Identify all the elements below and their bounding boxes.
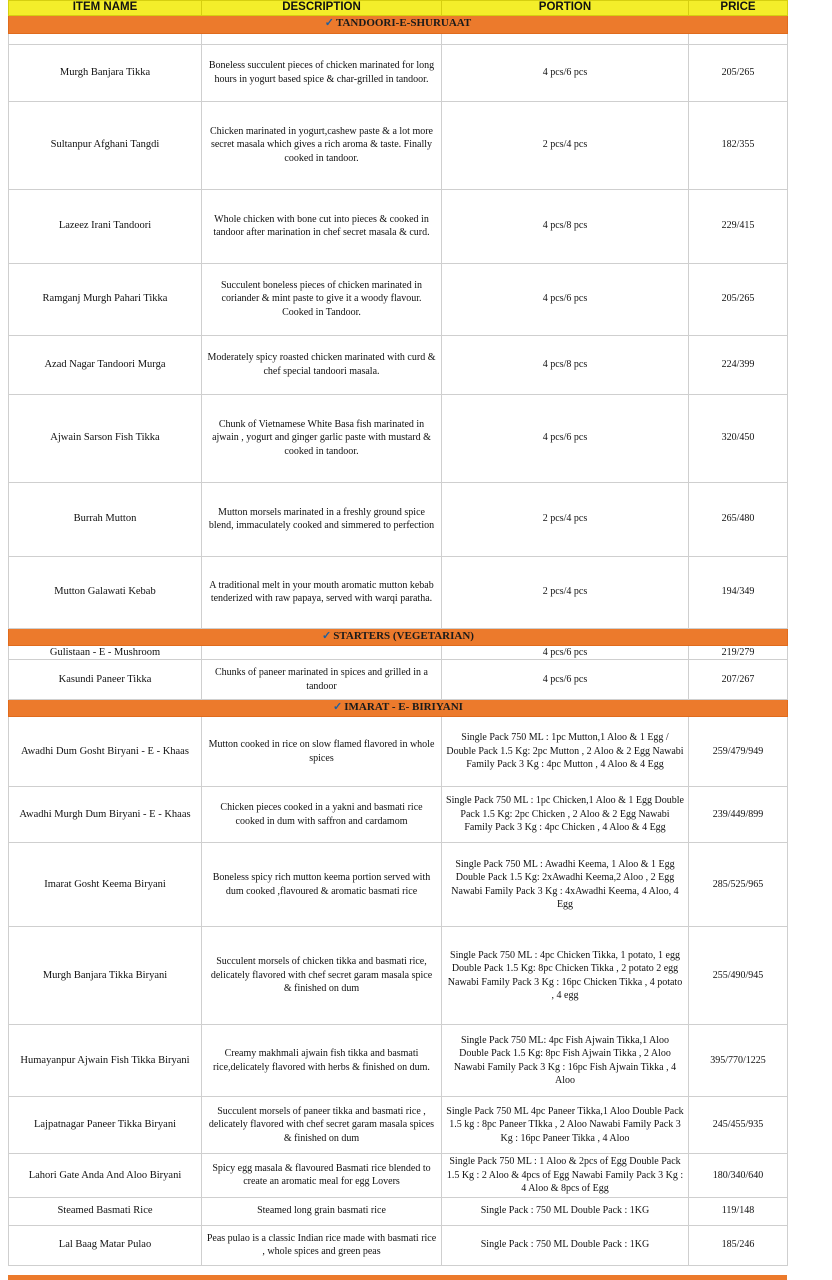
checkmark-icon: ✓: [333, 701, 343, 714]
table-row: [9, 645, 788, 660]
item-name: Ramganj Murgh Pahari Tikka: [9, 263, 202, 335]
item-price: 207/267: [689, 660, 788, 700]
header-portion: PORTION: [442, 1, 689, 16]
item-price: 180/340/640: [689, 1154, 788, 1198]
item-portion: Single Pack 750 ML : 1pc Mutton,1 Aloo & 1 Egg / Double Pack 1.5 Kg: 2pc Mutton , 2 Aloo & 2 Egg Nawabi Family Pack 3 Kg : 4pc Mutton , 4 Aloo & 4 Egg: [442, 717, 689, 787]
item-name: Humayanpur Ajwain Fish Tikka Biryani: [9, 1025, 202, 1097]
item-description: Chicken pieces cooked in a yakni and basmati rice cooked in dum with saffron and cardamom: [202, 787, 442, 843]
checkmark-icon: ✓: [324, 17, 334, 30]
item-name: Imarat Gosht Keema Biryani: [9, 843, 202, 927]
item-name: Lajpatnagar Paneer Tikka Biryani: [9, 1097, 202, 1154]
table-row: [9, 44, 788, 101]
table-row: [9, 101, 788, 189]
item-name: Murgh Banjara Tikka: [9, 44, 202, 101]
item-price: 320/450: [689, 394, 788, 482]
item-description: A traditional melt in your mouth aromatic mutton kebab tenderized with raw papaya, served with warqi paratha.: [202, 556, 442, 628]
item-portion: 2 pcs/4 pcs: [442, 482, 689, 556]
item-description: Creamy makhmali ajwain fish tikka and basmati rice,delicately flavored with herbs & finished on dum.: [202, 1025, 442, 1097]
table-row: [9, 394, 788, 482]
item-price: 259/479/949: [689, 717, 788, 787]
item-price: 265/480: [689, 482, 788, 556]
item-name: Awadhi Dum Gosht Biryani - E - Khaas: [9, 717, 202, 787]
item-description: Boneless spicy rich mutton keema portion served with dum cooked ,flavoured & aromatic basmati rice: [202, 843, 442, 927]
item-name: Murgh Banjara Tikka Biryani: [9, 927, 202, 1025]
section-header-starters: [9, 628, 788, 645]
item-portion: 4 pcs/8 pcs: [442, 189, 689, 263]
item-portion: 4 pcs/6 pcs: [442, 44, 689, 101]
item-price: 182/355: [689, 101, 788, 189]
item-name: Ajwain Sarson Fish Tikka: [9, 394, 202, 482]
table-row: [9, 1225, 788, 1265]
item-description: Spicy egg masala & flavoured Basmati rice blended to create an aromatic meal for egg Lovers: [202, 1154, 442, 1198]
item-portion: 4 pcs/8 pcs: [442, 335, 689, 394]
table-row: [9, 843, 788, 927]
table-row: [9, 1154, 788, 1198]
section-divider-bar: [8, 1275, 787, 1280]
item-name: Steamed Basmati Rice: [9, 1197, 202, 1225]
item-description: Chunk of Vietnamese White Basa fish marinated in ajwain , yogurt and ginger garlic paste with mustard & cooked in tandoor.: [202, 394, 442, 482]
item-price: 185/246: [689, 1225, 788, 1265]
item-price: 224/399: [689, 335, 788, 394]
item-portion: 4 pcs/6 pcs: [442, 263, 689, 335]
item-price: 255/490/945: [689, 927, 788, 1025]
table-row: [9, 717, 788, 787]
table-row: [9, 1197, 788, 1225]
section-title: IMARAT - E- BIRIYANI: [344, 701, 463, 714]
item-name: Lazeez Irani Tandoori: [9, 189, 202, 263]
table-row: [9, 927, 788, 1025]
item-portion: Single Pack 750 ML 4pc Paneer Tikka,1 Aloo Double Pack 1.5 kg : 8pc Paneer TIkka , 2 Aloo Nawabi Family Pack 3 Kg : 16pc Paneer Tikka , 4 Aloo: [442, 1097, 689, 1154]
table-row: [9, 787, 788, 843]
section-title: STARTERS (VEGETARIAN): [333, 629, 474, 642]
item-description: Chunks of paneer marinated in spices and grilled in a tandoor: [202, 660, 442, 700]
item-description: Succulent morsels of paneer tikka and basmati rice , delicately flavored with chef secret garam masala spices & finished on dum: [202, 1097, 442, 1154]
item-portion: Single Pack : 750 ML Double Pack : 1KG: [442, 1197, 689, 1225]
item-description: Succulent morsels of chicken tikka and basmati rice, delicately flavored with chef secret garam masala spice & finished on dum: [202, 927, 442, 1025]
header-item-name: ITEM NAME: [9, 1, 202, 16]
item-description: Steamed long grain basmati rice: [202, 1197, 442, 1225]
header-description: DESCRIPTION: [202, 1, 442, 16]
item-price: 205/265: [689, 44, 788, 101]
item-price: 239/449/899: [689, 787, 788, 843]
item-name: Lal Baag Matar Pulao: [9, 1225, 202, 1265]
item-description: Moderately spicy roasted chicken marinated with curd & chef special tandoori masala.: [202, 335, 442, 394]
table-header-row: [9, 1, 788, 16]
item-portion: 2 pcs/4 pcs: [442, 101, 689, 189]
item-name: Lahori Gate Anda And Aloo Biryani: [9, 1154, 202, 1198]
item-price: 395/770/1225: [689, 1025, 788, 1097]
item-description: Boneless succulent pieces of chicken marinated for long hours in yogurt based spice & char-grilled in tandoor.: [202, 44, 442, 101]
item-portion: Single Pack 750 ML : 1pc Chicken,1 Aloo & 1 Egg Double Pack 1.5 Kg: 2pc Chicken , 2 Aloo & 2 Egg Nawabi Family Pack 3 Kg : 4pc Chicken , 4 Aloo & 4 Egg: [442, 787, 689, 843]
item-description: Succulent boneless pieces of chicken marinated in coriander & mint paste to give it a woody flavour. Cooked in Tandoor.: [202, 263, 442, 335]
menu-table: [8, 0, 788, 1266]
item-price: 205/265: [689, 263, 788, 335]
item-portion: Single Pack 750 ML : 4pc Chicken Tikka, 1 potato, 1 egg Double Pack 1.5 Kg: 8pc Chicken Tikka , 2 potato 2 egg Nawabi Family Pack 3 Kg : 16pc Chicken Tikka , 4 potato , 4 egg: [442, 927, 689, 1025]
item-price: 219/279: [689, 645, 788, 660]
item-name: Mutton Galawati Kebab: [9, 556, 202, 628]
item-description: [202, 645, 442, 660]
table-row: [9, 335, 788, 394]
item-portion: 4 pcs/6 pcs: [442, 645, 689, 660]
header-price: PRICE: [689, 1, 788, 16]
item-description: Whole chicken with bone cut into pieces & cooked in tandoor after marination in chef secret masala & curd.: [202, 189, 442, 263]
item-description: Mutton morsels marinated in a freshly ground spice blend, immaculately cooked and simmered to perfection: [202, 482, 442, 556]
item-description: Peas pulao is a classic Indian rice made with basmati rice , whole spices and green peas: [202, 1225, 442, 1265]
item-price: 194/349: [689, 556, 788, 628]
spacer-row: [9, 33, 788, 44]
item-name: Sultanpur Afghani Tangdi: [9, 101, 202, 189]
table-row: [9, 660, 788, 700]
table-row: [9, 556, 788, 628]
item-description: Mutton cooked in rice on slow flamed flavored in whole spices: [202, 717, 442, 787]
item-name: Gulistaan - E - Mushroom: [9, 645, 202, 660]
item-portion: Single Pack 750 ML : Awadhi Keema, 1 Aloo & 1 Egg Double Pack 1.5 Kg: 2xAwadhi Keema,2 Aloo , 2 Egg Nawabi Family Pack 3 Kg : 4xAwadhi Keema, 4 Aloo, 4 Egg: [442, 843, 689, 927]
item-name: Awadhi Murgh Dum Biryani - E - Khaas: [9, 787, 202, 843]
item-price: 245/455/935: [689, 1097, 788, 1154]
item-portion: Single Pack : 750 ML Double Pack : 1KG: [442, 1225, 689, 1265]
item-price: 229/415: [689, 189, 788, 263]
table-row: [9, 482, 788, 556]
item-portion: 4 pcs/6 pcs: [442, 660, 689, 700]
item-name: Burrah Mutton: [9, 482, 202, 556]
section-header-tandoori: [9, 15, 788, 33]
item-name: Azad Nagar Tandoori Murga: [9, 335, 202, 394]
table-row: [9, 1097, 788, 1154]
item-portion: Single Pack 750 ML : 1 Aloo & 2pcs of Egg Double Pack 1.5 Kg : 2 Aloo & 4pcs of Egg Nawabi Family Pack 3 Kg : 4 Aloo & 8pcs of Egg: [442, 1154, 689, 1198]
item-price: 119/148: [689, 1197, 788, 1225]
item-portion: 4 pcs/6 pcs: [442, 394, 689, 482]
item-price: 285/525/965: [689, 843, 788, 927]
section-title: TANDOORI-E-SHURUAAT: [335, 17, 472, 30]
item-portion: Single Pack 750 ML: 4pc Fish Ajwain Tikka,1 Aloo Double Pack 1.5 Kg: 8pc Fish Ajwain Tikka , 2 Aloo Nawabi Family Pack 3 Kg : 16pc Fish Ajwain Tikka , 4 Aloo: [442, 1025, 689, 1097]
checkmark-icon: ✓: [322, 629, 332, 642]
table-row: [9, 1025, 788, 1097]
table-row: [9, 263, 788, 335]
item-portion: 2 pcs/4 pcs: [442, 556, 689, 628]
item-description: Chicken marinated in yogurt,cashew paste & a lot more secret masala which gives a rich aroma & taste. Finally cooked in tandoor.: [202, 101, 442, 189]
section-header-biriyani: [9, 700, 788, 717]
table-row: [9, 189, 788, 263]
item-name: Kasundi Paneer Tikka: [9, 660, 202, 700]
